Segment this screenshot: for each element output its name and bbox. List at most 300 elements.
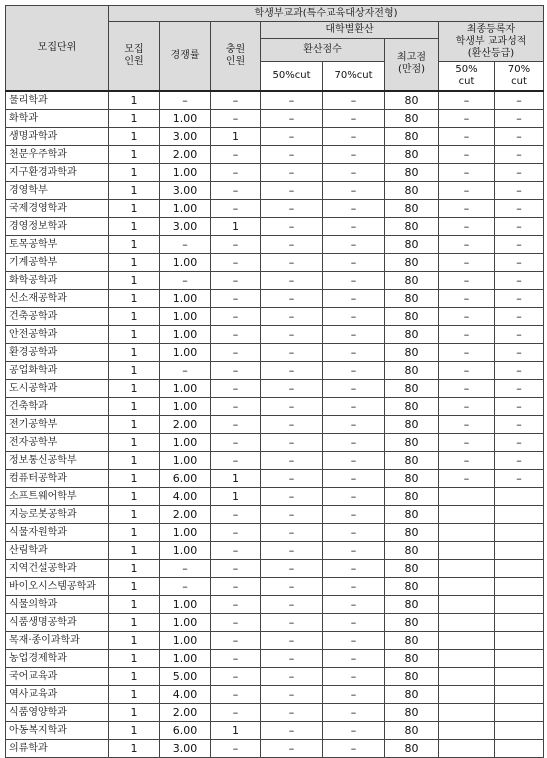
extra-recruit-cell: – <box>211 559 261 577</box>
cut70-cell: – <box>323 127 385 145</box>
extra-recruit-cell: – <box>211 307 261 325</box>
max-score-cell: 80 <box>385 181 439 199</box>
extra-recruit-cell: – <box>211 505 261 523</box>
cut50-cell: – <box>261 127 323 145</box>
cut50-cell: – <box>261 505 323 523</box>
cut70-cell: – <box>323 415 385 433</box>
extra-recruit-cell: – <box>211 379 261 397</box>
max-score-cell: 80 <box>385 577 439 595</box>
unit-cell: 목재·종이과학과 <box>6 631 109 649</box>
extra-recruit-cell: – <box>211 613 261 631</box>
table-row <box>6 415 544 433</box>
cut50-cell: – <box>261 469 323 487</box>
recruit-cell: 1 <box>109 361 160 379</box>
final-cut70-cell <box>495 595 544 613</box>
competition-cell: 2.00 <box>160 415 211 433</box>
final-cut50-cell: – <box>439 307 495 325</box>
table-row <box>6 343 544 361</box>
table-row <box>6 289 544 307</box>
cut70-cell: – <box>323 271 385 289</box>
final-cut50-cell: – <box>439 361 495 379</box>
extra-recruit-cell: – <box>211 649 261 667</box>
competition-cell: 6.00 <box>160 721 211 739</box>
cut70-cell: – <box>323 325 385 343</box>
competition-cell: 1.00 <box>160 613 211 631</box>
cut50-cell: – <box>261 271 323 289</box>
final-cut70-cell: – <box>495 109 544 127</box>
unit-cell: 전기공학부 <box>6 415 109 433</box>
final-cut70-cell: – <box>495 397 544 415</box>
recruit-cell: 1 <box>109 271 160 289</box>
cut50-cell: – <box>261 415 323 433</box>
extra-recruit-cell: – <box>211 109 261 127</box>
unit-cell: 정보통신공학부 <box>6 451 109 469</box>
table-row <box>6 595 544 613</box>
cut50-cell: – <box>261 577 323 595</box>
competition-cell: 1.00 <box>160 289 211 307</box>
final-cut50-cell: – <box>439 109 495 127</box>
final-cut70-cell <box>495 523 544 541</box>
final-cut50-cell <box>439 721 495 739</box>
recruit-cell: 1 <box>109 127 160 145</box>
max-score-cell: 80 <box>385 289 439 307</box>
unit-cell: 경영학부 <box>6 181 109 199</box>
recruit-cell: 1 <box>109 415 160 433</box>
recruit-cell: 1 <box>109 469 160 487</box>
cut50-cell: – <box>261 235 323 253</box>
max-score-cell: 80 <box>385 685 439 703</box>
max-score-cell: 80 <box>385 451 439 469</box>
final-cut50-cell: – <box>439 91 495 110</box>
final-cut70-cell: – <box>495 253 544 271</box>
cut50-cell: – <box>261 721 323 739</box>
final-cut50-cell <box>439 631 495 649</box>
unit-cell: 아동복지학과 <box>6 721 109 739</box>
cut50-cell: – <box>261 739 323 757</box>
cut70-cell: – <box>323 721 385 739</box>
extra-recruit-cell: – <box>211 91 261 110</box>
final-cut50-cell: – <box>439 433 495 451</box>
max-score-cell: 80 <box>385 433 439 451</box>
unit-cell: 국어교육과 <box>6 667 109 685</box>
final-cut70-cell: – <box>495 217 544 235</box>
max-score-cell: 80 <box>385 667 439 685</box>
recruit-cell: 1 <box>109 649 160 667</box>
recruit-cell: 1 <box>109 667 160 685</box>
table-row <box>6 325 544 343</box>
max-score-cell: 80 <box>385 217 439 235</box>
max-score-cell: 80 <box>385 145 439 163</box>
unit-cell: 생명과학과 <box>6 127 109 145</box>
cut70-cell: – <box>323 505 385 523</box>
max-score-cell: 80 <box>385 721 439 739</box>
cut50-cell: – <box>261 109 323 127</box>
cut50-cell: – <box>261 523 323 541</box>
competition-cell: 4.00 <box>160 685 211 703</box>
cut50-cell: – <box>261 253 323 271</box>
univ-conversion-header: 대학별환산 <box>261 22 439 39</box>
competition-cell: 3.00 <box>160 739 211 757</box>
recruit-cell: 1 <box>109 559 160 577</box>
cut70-cell: – <box>323 289 385 307</box>
final-cut50-cell <box>439 667 495 685</box>
competition-cell: 2.00 <box>160 703 211 721</box>
table-row <box>6 307 544 325</box>
final-cut50-cell: – <box>439 235 495 253</box>
final-cut70-cell: – <box>495 469 544 487</box>
competition-cell: 1.00 <box>160 253 211 271</box>
cut70-cell: – <box>323 523 385 541</box>
cut70-cell: – <box>323 649 385 667</box>
table-header <box>6 6 544 91</box>
table-row <box>6 649 544 667</box>
final-cut70-cell: – <box>495 307 544 325</box>
recruit-cell: 1 <box>109 307 160 325</box>
table-row <box>6 505 544 523</box>
competition-cell: – <box>160 577 211 595</box>
final-cut70-cell: – <box>495 289 544 307</box>
cut50-cell: – <box>261 703 323 721</box>
max-score-cell: 80 <box>385 541 439 559</box>
final-cut50-cell <box>439 559 495 577</box>
recruit-cell: 1 <box>109 631 160 649</box>
table-row <box>6 631 544 649</box>
cut70-cell: – <box>323 379 385 397</box>
table-row <box>6 397 544 415</box>
cut50-cell: – <box>261 343 323 361</box>
group-title-header: 학생부교과(특수교육대상자전형) <box>109 6 544 22</box>
final-cut50-cell: – <box>439 163 495 181</box>
cut50-cell: – <box>261 91 323 110</box>
cut70-cell: – <box>323 235 385 253</box>
max-score-cell: 80 <box>385 505 439 523</box>
extra-recruit-cell: – <box>211 163 261 181</box>
admission-results-table-wrapper <box>5 5 544 758</box>
final-cut70-cell: – <box>495 235 544 253</box>
competition-cell: 1.00 <box>160 523 211 541</box>
competition-cell: – <box>160 361 211 379</box>
cut70-cell: – <box>323 487 385 505</box>
competition-cell: 1.00 <box>160 595 211 613</box>
cut70-cell: – <box>323 451 385 469</box>
cut70-cell: – <box>323 469 385 487</box>
table-row <box>6 541 544 559</box>
max-score-cell: 80 <box>385 739 439 757</box>
cut50-cell: – <box>261 631 323 649</box>
final-cut50-cell <box>439 613 495 631</box>
recruit-cell: 1 <box>109 379 160 397</box>
recruit-cell: 1 <box>109 397 160 415</box>
cut50-cell: – <box>261 595 323 613</box>
final-cut50-cell: – <box>439 199 495 217</box>
final-cut50-cell: – <box>439 145 495 163</box>
final-cut70-cell <box>495 559 544 577</box>
unit-cell: 식물자원학과 <box>6 523 109 541</box>
unit-cell: 경영정보학과 <box>6 217 109 235</box>
competition-cell: 2.00 <box>160 145 211 163</box>
competition-cell: – <box>160 271 211 289</box>
table-row <box>6 253 544 271</box>
cut70-cell: – <box>323 541 385 559</box>
cut50-cell: – <box>261 307 323 325</box>
extra-recruit-cell: – <box>211 343 261 361</box>
final-cut50-cell <box>439 523 495 541</box>
competition-cell: 1.00 <box>160 433 211 451</box>
final-cut70-cell <box>495 739 544 757</box>
unit-cell: 안전공학과 <box>6 325 109 343</box>
recruit-cell: 1 <box>109 523 160 541</box>
recruit-header: 모집 인원 <box>109 22 160 91</box>
final-cut70-cell: – <box>495 145 544 163</box>
final-cut70-cell: – <box>495 325 544 343</box>
competition-cell: 1.00 <box>160 631 211 649</box>
recruit-cell: 1 <box>109 289 160 307</box>
recruit-cell: 1 <box>109 163 160 181</box>
competition-cell: – <box>160 91 211 110</box>
max-score-cell: 80 <box>385 379 439 397</box>
final-cut50-cell: – <box>439 343 495 361</box>
cut70-cell: – <box>323 433 385 451</box>
competition-cell: 1.00 <box>160 451 211 469</box>
recruit-cell: 1 <box>109 577 160 595</box>
cut70-cell: – <box>323 667 385 685</box>
cut70-cell: – <box>323 739 385 757</box>
unit-cell: 물리학과 <box>6 91 109 110</box>
max-score-cell: 80 <box>385 631 439 649</box>
final-cut70-cell: – <box>495 91 544 110</box>
final-cut70-cell <box>495 577 544 595</box>
extra-recruit-cell: 1 <box>211 721 261 739</box>
extra-recruit-cell: 1 <box>211 469 261 487</box>
recruit-cell: 1 <box>109 343 160 361</box>
table-row <box>6 235 544 253</box>
extra-recruit-cell: – <box>211 271 261 289</box>
table-row <box>6 163 544 181</box>
extra-recruit-cell: – <box>211 703 261 721</box>
cut70-cell: – <box>323 685 385 703</box>
final-cut70-cell: – <box>495 343 544 361</box>
max-score-cell: 80 <box>385 235 439 253</box>
max-score-cell: 80 <box>385 613 439 631</box>
competition-cell: 1.00 <box>160 109 211 127</box>
cut50-cell: – <box>261 361 323 379</box>
max-score-cell: 80 <box>385 127 439 145</box>
final-cut50-cell: – <box>439 325 495 343</box>
final-cut70-cell: – <box>495 379 544 397</box>
extra-recruit-cell: – <box>211 199 261 217</box>
recruit-cell: 1 <box>109 613 160 631</box>
cut70-cell: – <box>323 91 385 110</box>
recruit-cell: 1 <box>109 505 160 523</box>
table-row <box>6 739 544 757</box>
final-cut50-cell <box>439 739 495 757</box>
unit-cell: 천문우주학과 <box>6 145 109 163</box>
final-cut70-cell: – <box>495 199 544 217</box>
cut50-cell: – <box>261 199 323 217</box>
cut50-cell: – <box>261 541 323 559</box>
extra-recruit-cell: – <box>211 433 261 451</box>
unit-cell: 화학공학과 <box>6 271 109 289</box>
unit-cell: 산림학과 <box>6 541 109 559</box>
max-score-cell: 80 <box>385 91 439 110</box>
extra-recruit-cell: – <box>211 631 261 649</box>
competition-cell: 1.00 <box>160 325 211 343</box>
unit-cell: 도시공학과 <box>6 379 109 397</box>
max-score-cell: 80 <box>385 703 439 721</box>
cut70-cell: – <box>323 703 385 721</box>
recruit-cell: 1 <box>109 703 160 721</box>
final-cut50-cell <box>439 703 495 721</box>
table-row <box>6 469 544 487</box>
recruit-cell: 1 <box>109 253 160 271</box>
final-cut70-cell <box>495 541 544 559</box>
competition-cell: 1.00 <box>160 307 211 325</box>
max-score-cell: 80 <box>385 163 439 181</box>
final-cut50-cell: – <box>439 469 495 487</box>
cut50-cell: – <box>261 397 323 415</box>
cut50-cell: – <box>261 559 323 577</box>
competition-cell: – <box>160 235 211 253</box>
competition-cell: 1.00 <box>160 199 211 217</box>
max-score-cell: 80 <box>385 523 439 541</box>
cut50-cell: – <box>261 667 323 685</box>
unit-cell: 신소재공학과 <box>6 289 109 307</box>
final-cut70-cell <box>495 685 544 703</box>
cut50-cell: – <box>261 649 323 667</box>
competition-cell: 1.00 <box>160 379 211 397</box>
unit-cell: 바이오시스템공학과 <box>6 577 109 595</box>
table-body <box>6 91 544 758</box>
unit-cell: 건축공학과 <box>6 307 109 325</box>
table-row <box>6 577 544 595</box>
cut70-cell: – <box>323 109 385 127</box>
cut70-cell: – <box>323 163 385 181</box>
cut50-cell: – <box>261 181 323 199</box>
recruit-cell: 1 <box>109 433 160 451</box>
max-score-cell: 80 <box>385 343 439 361</box>
unit-cell: 기계공학부 <box>6 253 109 271</box>
table-row <box>6 685 544 703</box>
unit-cell: 식물의학과 <box>6 595 109 613</box>
final-cut70-cell: – <box>495 451 544 469</box>
table-row <box>6 379 544 397</box>
extra-recruit-cell: – <box>211 685 261 703</box>
final-cut70-cell: – <box>495 127 544 145</box>
table-row <box>6 217 544 235</box>
cut70-cell: – <box>323 559 385 577</box>
cut70-cell: – <box>323 595 385 613</box>
extra-recruit-cell: – <box>211 451 261 469</box>
table-row <box>6 145 544 163</box>
recruit-cell: 1 <box>109 199 160 217</box>
unit-header: 모집단위 <box>6 6 109 91</box>
cut50-cell: – <box>261 451 323 469</box>
max-score-cell: 80 <box>385 307 439 325</box>
unit-cell: 환경공학과 <box>6 343 109 361</box>
competition-header: 경쟁률 <box>160 22 211 91</box>
unit-cell: 공업화학과 <box>6 361 109 379</box>
max-score-cell: 80 <box>385 469 439 487</box>
extra-recruit-cell: 1 <box>211 487 261 505</box>
unit-cell: 식품생명공학과 <box>6 613 109 631</box>
extra-recruit-cell: – <box>211 397 261 415</box>
extra-recruit-cell: – <box>211 595 261 613</box>
competition-cell: 1.00 <box>160 649 211 667</box>
cut50-cell: – <box>261 145 323 163</box>
max-score-header: 최고점 (만점) <box>385 39 439 91</box>
unit-cell: 전자공학부 <box>6 433 109 451</box>
recruit-cell: 1 <box>109 145 160 163</box>
table-row <box>6 523 544 541</box>
cut70-cell: – <box>323 631 385 649</box>
final-cut50-cell <box>439 487 495 505</box>
recruit-cell: 1 <box>109 721 160 739</box>
final-cut70-cell: – <box>495 433 544 451</box>
cut50-cell: – <box>261 685 323 703</box>
cut70-cell: – <box>323 199 385 217</box>
recruit-cell: 1 <box>109 91 160 110</box>
table-row <box>6 667 544 685</box>
unit-cell: 건축학과 <box>6 397 109 415</box>
unit-cell: 지능로봇공학과 <box>6 505 109 523</box>
table-row <box>6 271 544 289</box>
extra-recruit-header: 충원 인원 <box>211 22 261 91</box>
final-cut50-cell: – <box>439 181 495 199</box>
final-cut70-cell <box>495 631 544 649</box>
unit-cell: 지구환경과학과 <box>6 163 109 181</box>
cut50-header: 50%cut <box>261 62 323 91</box>
final-cut50-cell: – <box>439 127 495 145</box>
final-cut70-cell <box>495 703 544 721</box>
competition-cell: 1.00 <box>160 397 211 415</box>
cut70-cell: – <box>323 253 385 271</box>
recruit-cell: 1 <box>109 325 160 343</box>
final-cut70-cell <box>495 613 544 631</box>
extra-recruit-cell: 1 <box>211 217 261 235</box>
competition-cell: 6.00 <box>160 469 211 487</box>
table-row <box>6 613 544 631</box>
max-score-cell: 80 <box>385 253 439 271</box>
extra-recruit-cell: – <box>211 289 261 307</box>
extra-recruit-cell: – <box>211 577 261 595</box>
unit-cell: 화학과 <box>6 109 109 127</box>
recruit-cell: 1 <box>109 181 160 199</box>
max-score-cell: 80 <box>385 361 439 379</box>
competition-cell: 5.00 <box>160 667 211 685</box>
unit-cell: 컴퓨터공학과 <box>6 469 109 487</box>
table-row <box>6 703 544 721</box>
unit-cell: 토목공학부 <box>6 235 109 253</box>
cut70-cell: – <box>323 217 385 235</box>
final-cut50-cell <box>439 595 495 613</box>
final-cut50-cell: – <box>439 217 495 235</box>
final-cut70-cell: – <box>495 415 544 433</box>
final-cut70-header: 70% cut <box>495 62 544 91</box>
max-score-cell: 80 <box>385 649 439 667</box>
unit-cell: 농업경제학과 <box>6 649 109 667</box>
final-cut70-cell: – <box>495 163 544 181</box>
cut50-cell: – <box>261 487 323 505</box>
extra-recruit-cell: – <box>211 415 261 433</box>
table-row <box>6 91 544 110</box>
extra-recruit-cell: – <box>211 145 261 163</box>
extra-recruit-cell: – <box>211 667 261 685</box>
cut70-cell: – <box>323 397 385 415</box>
table-row <box>6 127 544 145</box>
final-cut50-cell <box>439 541 495 559</box>
extra-recruit-cell: – <box>211 361 261 379</box>
recruit-cell: 1 <box>109 217 160 235</box>
